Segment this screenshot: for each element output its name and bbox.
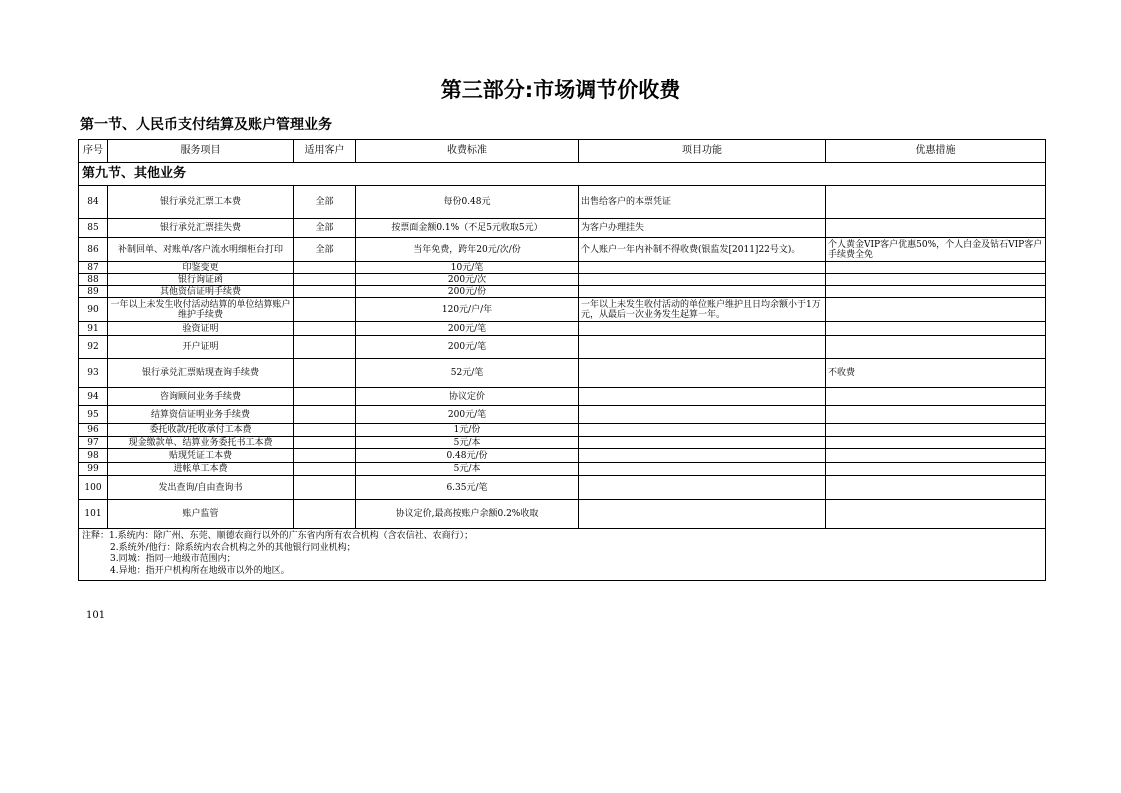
cell-function xyxy=(579,449,826,463)
page-title: 第三部分:市场调节价收费 xyxy=(440,78,681,102)
cell-client: 全部 xyxy=(294,219,356,238)
cell-no: 88 xyxy=(79,274,108,286)
table-row xyxy=(79,388,1046,406)
table-row xyxy=(79,359,1046,388)
cell-fee: 1元/份 xyxy=(356,424,579,437)
table-row xyxy=(79,500,1046,529)
cell-function xyxy=(579,336,826,359)
table-row xyxy=(79,424,1046,437)
table-row xyxy=(79,274,1046,286)
cell-fee: 协议定价 xyxy=(356,388,579,406)
cell-promo xyxy=(826,437,1046,449)
cell-item: 补制回单、对账单/客户流水明细柜台打印 xyxy=(108,238,294,262)
cell-item: 结算资信证明业务手续费 xyxy=(108,406,294,424)
cell-no: 84 xyxy=(79,186,108,219)
cell-fee: 200元/笔 xyxy=(356,322,579,336)
header-function: 项目功能 xyxy=(579,140,826,163)
cell-client: 全部 xyxy=(294,238,356,262)
cell-client xyxy=(294,500,356,529)
cell-no: 97 xyxy=(79,437,108,449)
cell-client xyxy=(294,406,356,424)
cell-client xyxy=(294,388,356,406)
cell-no: 98 xyxy=(79,449,108,463)
cell-promo: 不收费 xyxy=(826,359,1046,388)
table-row xyxy=(79,219,1046,238)
cell-function xyxy=(579,500,826,529)
cell-function xyxy=(579,274,826,286)
cell-function xyxy=(579,406,826,424)
cell-client xyxy=(294,286,356,298)
cell-no: 100 xyxy=(79,476,108,500)
cell-promo xyxy=(826,406,1046,424)
cell-fee: 0.48元/份 xyxy=(356,449,579,463)
cell-promo: 个人黄金VIP客户优惠50%，个人白金及钻石VIP客户手续费全免 xyxy=(826,238,1046,262)
cell-client xyxy=(294,274,356,286)
note-line: 3.同城：指同一地级市范围内； xyxy=(110,554,236,564)
cell-item: 开户证明 xyxy=(108,336,294,359)
cell-item: 银行承兑汇票贴现查询手续费 xyxy=(108,359,294,388)
cell-promo xyxy=(826,388,1046,406)
cell-client xyxy=(294,262,356,274)
table-row xyxy=(79,463,1046,476)
cell-no: 92 xyxy=(79,336,108,359)
cell-function xyxy=(579,388,826,406)
cell-fee: 200元/笔 xyxy=(356,406,579,424)
cell-function: 为客户办理挂失 xyxy=(579,219,826,238)
cell-item: 咨询顾问业务手续费 xyxy=(108,388,294,406)
subsection-row xyxy=(79,163,1046,186)
cell-item: 现金缴款单、结算业务委托书工本费 xyxy=(108,437,294,449)
cell-client xyxy=(294,359,356,388)
cell-fee: 10元/笔 xyxy=(356,262,579,274)
cell-function: 个人账户一年内补制不得收费(银监发[2011]22号文)。 xyxy=(579,238,826,262)
cell-promo xyxy=(826,286,1046,298)
table-row xyxy=(79,262,1046,274)
cell-promo xyxy=(826,262,1046,274)
cell-item: 一年以上未发生收付活动结算的单位结算账户维护手续费 xyxy=(108,298,294,322)
cell-item: 银行承兑汇票挂失费 xyxy=(108,219,294,238)
header-item: 服务项目 xyxy=(108,140,294,163)
cell-no: 101 xyxy=(79,500,108,529)
table-row xyxy=(79,238,1046,262)
page-number: 101 xyxy=(86,610,106,621)
cell-promo xyxy=(826,449,1046,463)
cell-client xyxy=(294,476,356,500)
cell-function xyxy=(579,262,826,274)
cell-no: 96 xyxy=(79,424,108,437)
cell-client xyxy=(294,298,356,322)
cell-no: 89 xyxy=(79,286,108,298)
notes-row xyxy=(79,529,1046,581)
cell-item: 发出查询/自由查询书 xyxy=(108,476,294,500)
table-row xyxy=(79,322,1046,336)
cell-promo xyxy=(826,463,1046,476)
header-promo: 优惠措施 xyxy=(826,140,1046,163)
cell-promo xyxy=(826,186,1046,219)
cell-no: 90 xyxy=(79,298,108,322)
header-fee: 收费标准 xyxy=(356,140,579,163)
cell-client xyxy=(294,449,356,463)
cell-no: 93 xyxy=(79,359,108,388)
cell-promo xyxy=(826,500,1046,529)
cell-fee: 6.35元/笔 xyxy=(356,476,579,500)
cell-client xyxy=(294,424,356,437)
cell-promo xyxy=(826,322,1046,336)
cell-promo xyxy=(826,298,1046,322)
cell-item: 银行询证函 xyxy=(108,274,294,286)
cell-fee: 120元/户/年 xyxy=(356,298,579,322)
cell-no: 94 xyxy=(79,388,108,406)
cell-promo xyxy=(826,424,1046,437)
cell-fee: 协议定价,最高按账户余额0.2%收取 xyxy=(356,500,579,529)
cell-item: 银行承兑汇票工本费 xyxy=(108,186,294,219)
cell-function: 一年以上未发生收付活动的单位账户维护且日均余额小于1万元，从最后一次业务发生起算一年。 xyxy=(579,298,826,322)
cell-promo xyxy=(826,476,1046,500)
cell-item: 委托收款/托收承付工本费 xyxy=(108,424,294,437)
cell-fee: 200元/份 xyxy=(356,286,579,298)
cell-function: 出售给客户的本票凭证 xyxy=(579,186,826,219)
cell-fee: 按票面金额0.1%（不足5元收取5元） xyxy=(356,219,579,238)
table-row xyxy=(79,186,1046,219)
cell-fee: 5元/本 xyxy=(356,463,579,476)
subsection-heading: 第九节、其他业务 xyxy=(79,163,1046,186)
cell-promo xyxy=(826,219,1046,238)
cell-client xyxy=(294,437,356,449)
table-row xyxy=(79,449,1046,463)
note-line: 2.系统外/他行：除系统内农合机构之外的其他银行同业机构； xyxy=(110,542,356,553)
cell-item: 其他资信证明手续费 xyxy=(108,286,294,298)
table-row xyxy=(79,437,1046,449)
header-client: 适用客户 xyxy=(294,140,356,163)
table-row xyxy=(79,476,1046,500)
cell-fee: 当年免费，跨年20元/次/份 xyxy=(356,238,579,262)
cell-no: 87 xyxy=(79,262,108,274)
cell-function xyxy=(579,322,826,336)
cell-item: 进帐单工本费 xyxy=(108,463,294,476)
cell-item: 验资证明 xyxy=(108,322,294,336)
note-line: 注释：1.系统内：除广州、东莞、顺德农商行以外的广东省内所有农合机构（含农信社、农商行）； xyxy=(82,531,474,541)
cell-function xyxy=(579,476,826,500)
cell-fee: 每份0.48元 xyxy=(356,186,579,219)
cell-client: 全部 xyxy=(294,186,356,219)
cell-no: 91 xyxy=(79,322,108,336)
table-row xyxy=(79,298,1046,322)
table-row xyxy=(79,336,1046,359)
fee-table xyxy=(78,139,1046,581)
cell-no: 99 xyxy=(79,463,108,476)
cell-function xyxy=(579,359,826,388)
cell-no: 95 xyxy=(79,406,108,424)
cell-promo xyxy=(826,336,1046,359)
cell-fee: 200元/次 xyxy=(356,274,579,286)
notes xyxy=(79,529,1046,581)
cell-function xyxy=(579,463,826,476)
cell-no: 85 xyxy=(79,219,108,238)
cell-item: 贴现凭证工本费 xyxy=(108,449,294,463)
cell-function xyxy=(579,424,826,437)
note-line: 4.异地：指开户机构所在地级市以外的地区。 xyxy=(110,565,290,576)
cell-fee: 5元/本 xyxy=(356,437,579,449)
cell-no: 86 xyxy=(79,238,108,262)
header-no: 序号 xyxy=(79,140,108,163)
cell-item: 印鉴变更 xyxy=(108,262,294,274)
cell-client xyxy=(294,336,356,359)
cell-client xyxy=(294,322,356,336)
cell-fee: 200元/笔 xyxy=(356,336,579,359)
cell-item: 账户监管 xyxy=(108,500,294,529)
cell-fee: 52元/笔 xyxy=(356,359,579,388)
table-header-row xyxy=(79,140,1046,163)
section-heading: 第一节、人民币支付结算及账户管理业务 xyxy=(80,117,332,133)
cell-function xyxy=(579,286,826,298)
table-row xyxy=(79,406,1046,424)
cell-promo xyxy=(826,274,1046,286)
table-row xyxy=(79,286,1046,298)
cell-function xyxy=(579,437,826,449)
cell-client xyxy=(294,463,356,476)
